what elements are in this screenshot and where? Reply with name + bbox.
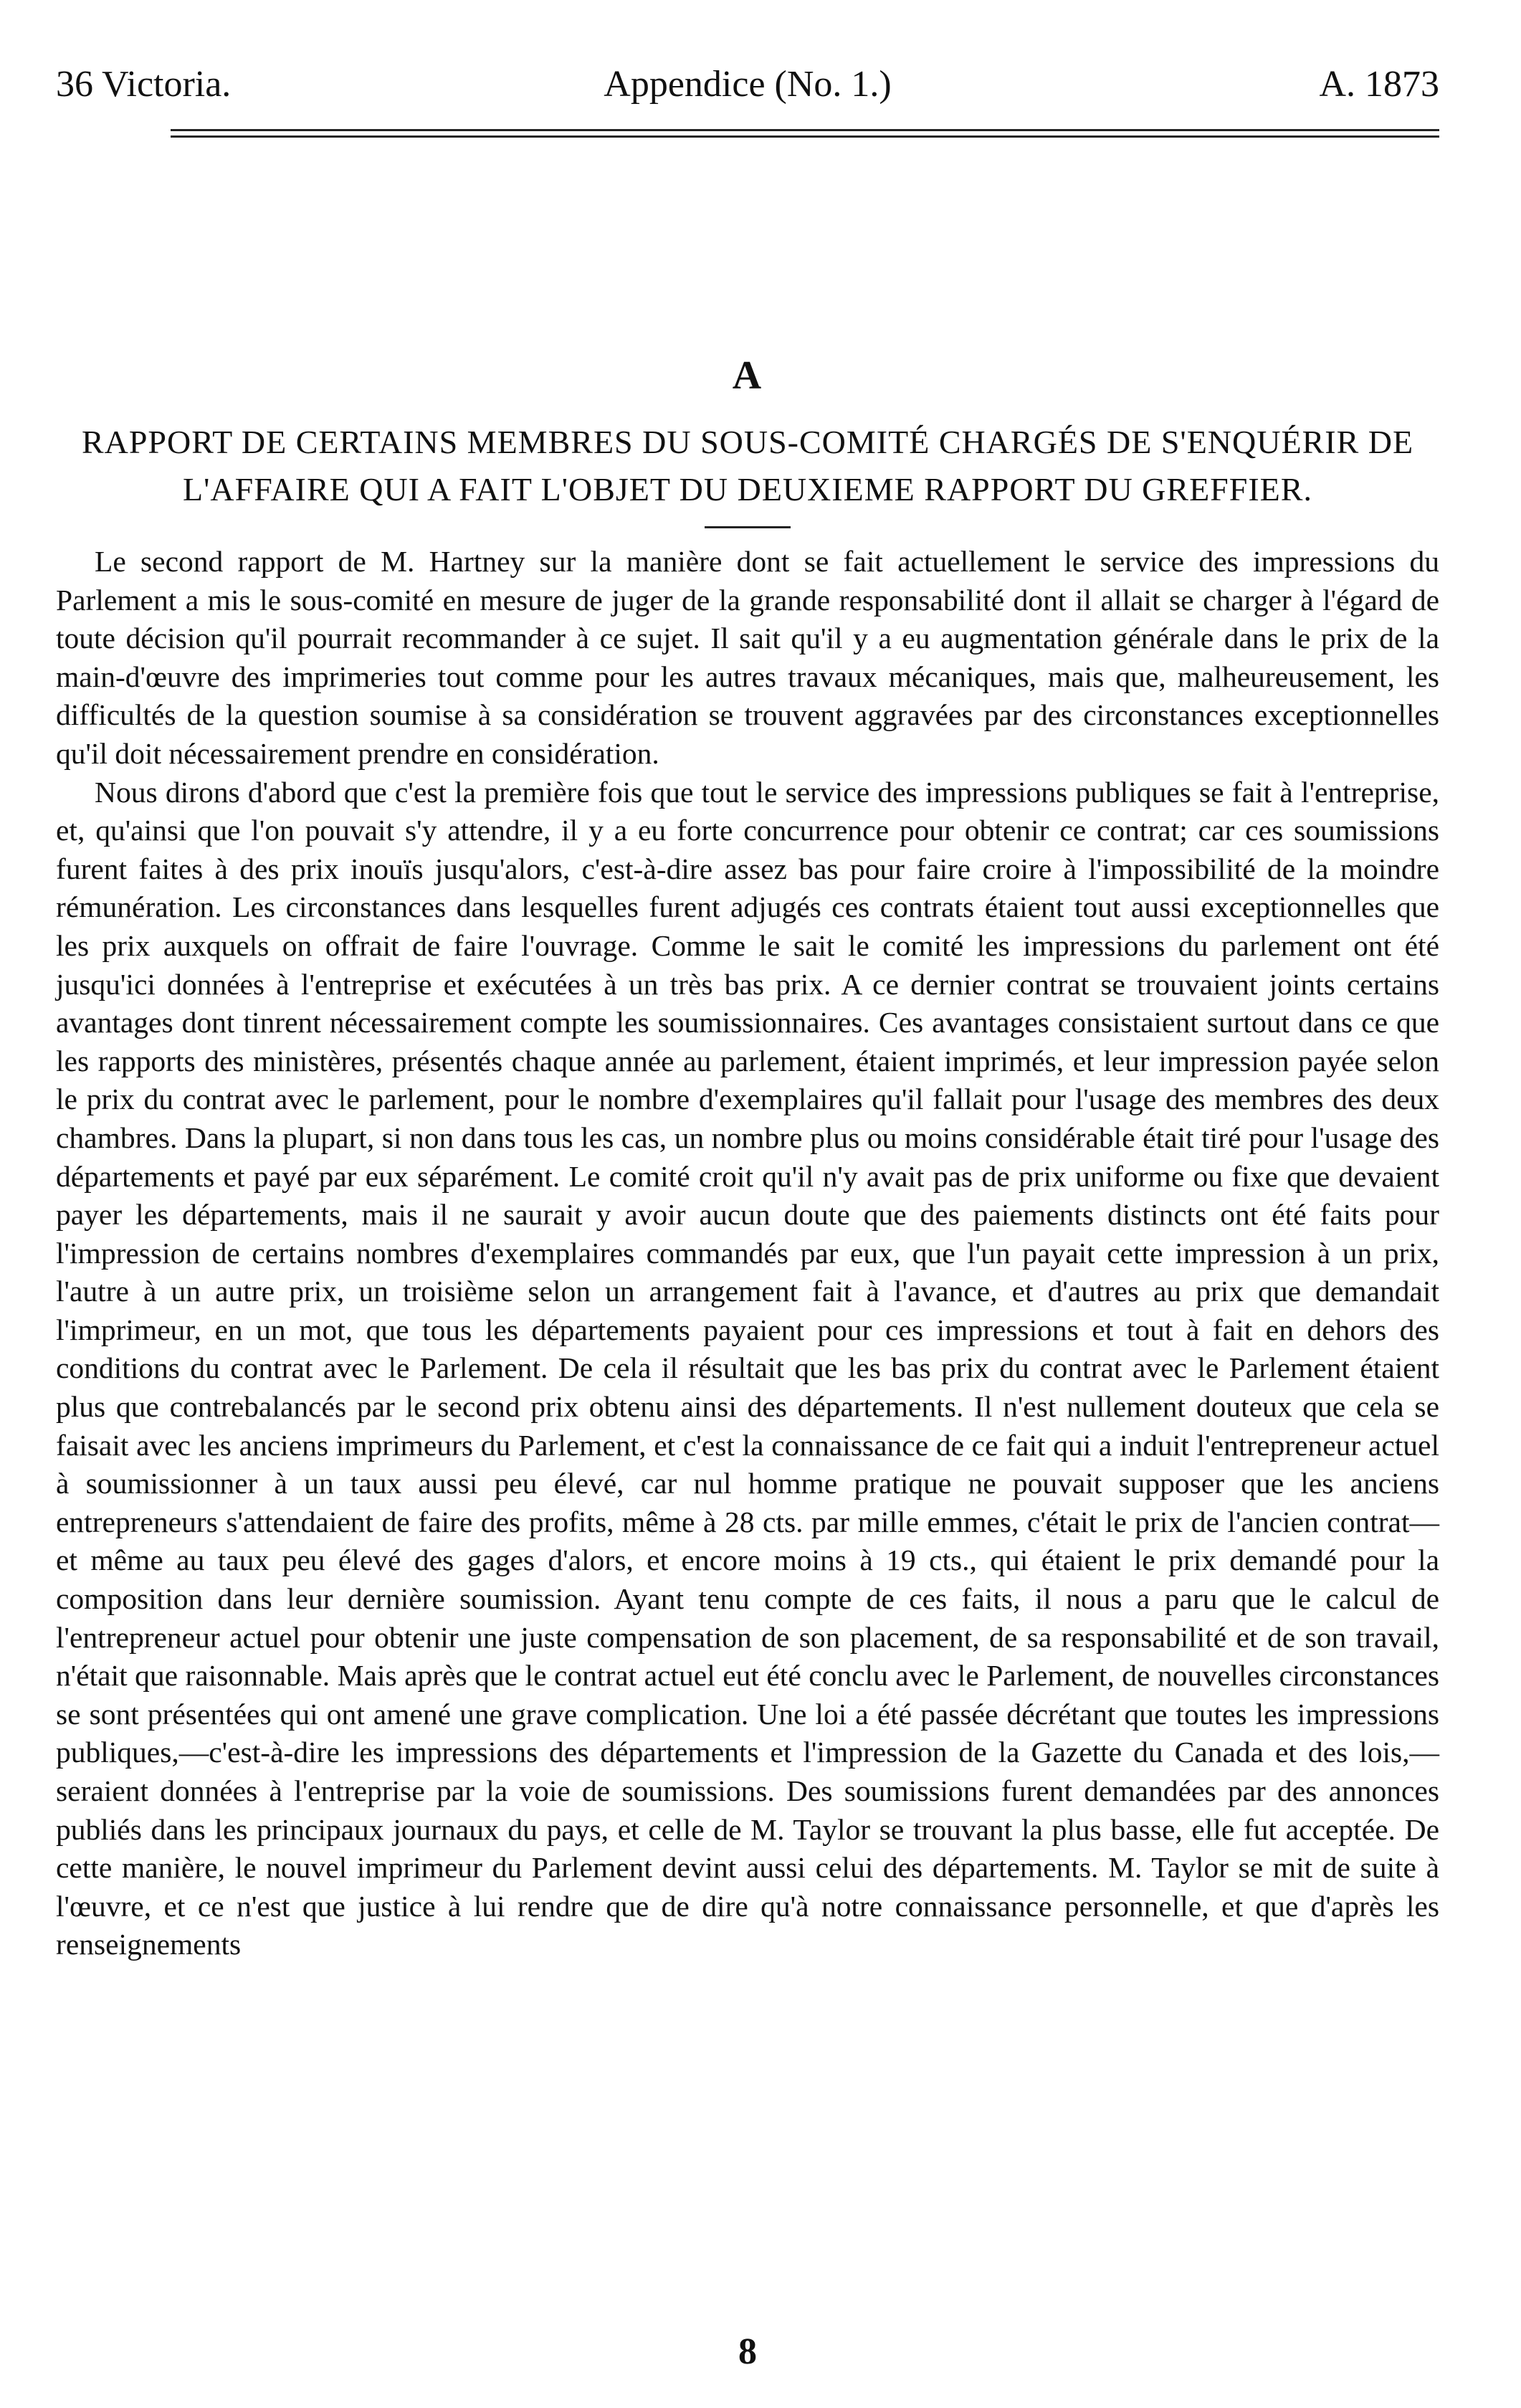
header-appendix: Appendice (No. 1.) [604,64,892,105]
header-year: A. 1873 [1319,64,1439,105]
running-head [56,50,1439,129]
report-title: RAPPORT DE CERTAINS MEMBRES DU SOUS-COMITÉ CHARGÉS DE S'ENQUÉRIR DE L'AFFAIRE QUI A FAIT L'OBJET DU DEUXIEME RAPPORT DU GREFFIER. [81,424,1414,508]
page-number: 8 [738,2331,757,2372]
body-text [56,543,1439,1964]
header-double-rule [171,129,1439,138]
header-volume: 36 Victoria. [56,64,232,105]
paragraph-2: Nous dirons d'abord que c'est la première fois que tout le service des impressions publiques se fait à l'entreprise, et, qu'ainsi que l'on pouvait s'y attendre, il y a eu forte concurrence pour obtenir ce contrat; car ces soumissions furent faites à des prix inouïs jusqu'alors, c'est-à-dire assez bas pour faire croire à l'impossibilité de la moindre rémunération. Les circonstances dans lesquelles furent adjugés ces contrats étaient tout aussi exceptionnelles que les prix auxquels on offrait de faire l'ouvrage. Comme le sait le comité les impressions du parlement ont été jusqu'ici données à l'entreprise et exécutées à un très bas prix. A ce dernier contrat se trouvaient joints certains avantages dont tinrent nécessairement compte les soumissionnaires. Ces avantages consistaient surtout dans ce que les rapports des ministères, présentés chaque année au parlement, étaient imprimés, et leur impression payée selon le prix du contrat avec le parlement, pour le nombre d'exemplaires qu'il fallait pour l'usage des membres des deux chambres. Dans la plupart, si non dans tous les cas, un nombre plus ou moins considérable était tiré pour l'usage des départements et payé par eux séparément. Le comité croit qu'il n'y avait pas de prix uniforme ou fixe que devaient payer les départements, mais il ne saurait y avoir aucun doute que des paiements distincts ont été faits pour l'impression de certains nombres d'exemplaires commandés par eux, que l'un payait cette impression à un prix, l'autre à un autre prix, un troisième selon un arrangement fait à l'avance, et d'autres au prix que demandait l'imprimeur, en un mot, que tous les départements payaient pour ces impressions et tout à fait en dehors des conditions du contrat avec le Parlement. De cela il résultait que les bas prix du contrat avec le Parlement étaient plus que contrebalancés par le second prix obtenu ainsi des départements. Il n'est nullement douteux que cela se faisait avec les anciens imprimeurs du Parlement, et c'est la connaissance de ce fait qui a induit l'entrepreneur actuel à soumissionner à un taux aussi peu élevé, car nul homme pratique ne pouvait supposer que les anciens entrepreneurs s'attendaient de faire des profits, même à 28 cts. par mille emmes, c'était le prix de l'ancien contrat—et même au taux peu élevé des gages d'alors, et encore moins à 19 cts., qui étaient le prix demandé pour la composition dans leur dernière soumission. Ayant tenu compte de ces faits, il nous a paru que le calcul de l'entrepreneur actuel pour obtenir une juste compensation de son placement, de sa responsabilité et de son travail, n'était que raisonnable. Mais après que le contrat actuel eut été conclu avec le Parlement, de nouvelles circonstances se sont présentées qui ont amené une grave complication. Une loi a été passée décrétant que toutes les impressions publiques,—c'est-à-dire les impressions des départements et l'impression de la Gazette du Canada et des lois,—seraient données à l'entreprise par la voie de soumissions. Des soumissions furent demandées par des annonces publiés dans les principaux journaux du pays, et celle de M. Taylor se trouvant la plus basse, elle fut acceptée. De cette manière, le nouvel imprimeur du Parlement devint aussi celui des départements. M. Taylor se mit de suite à l'œuvre, et ce n'est que justice à lui rendre que de dire qu'à notre connaissance personnelle, et que d'après les renseignements [56,775,1439,1961]
title-divider [705,526,791,528]
section-letter: A [732,353,763,398]
document-page [56,50,1439,2387]
paragraph-1: Le second rapport de M. Hartney sur la manière dont se fait actuellement le service des impressions du Parlement a mis le sous-comité en mesure de juger de la grande responsabilité dont il allait se charger à l'égard de toute décision qu'il pourrait recommander à ce sujet. Il sait qu'il y a eu augmentation générale dans le prix de la main-d'œuvre des imprimeries tout comme pour les autres travaux mécaniques, mais que, malheureusement, les difficultés de la question soumise à sa considération se trouvent aggravées par des circonstances exceptionnelles qu'il doit nécessairement prendre en considération. [56,545,1439,770]
